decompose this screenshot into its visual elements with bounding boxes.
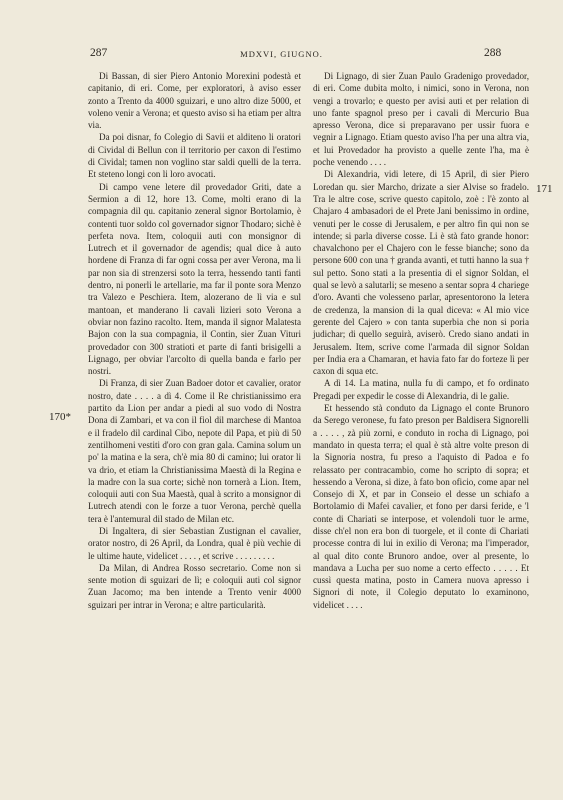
paragraph: Da poi disnar, fo Colegio di Savii et alditeno li oratori di Cividal di Bellun con il territorio per caxon di l'estimo di Cividal; tamen non voglino star saldi quelli de la terra. Et steteno longi con li loro avocati. [88,132,301,180]
paragraph: Et hessendo stà conduto da Lignago el conte Brunoro da Serego veronese, fu fato preson per Baldisera Signorelli a . . . . , zà più zorni, e conduto in rocha di Lignago, poi mandato in questa terra; el qual è stà altre volte preson di la Signoria nostra, fu preso a l'aquisto di Padoa e fo relassato per contracambio, come ho scripto di sopra; et hessendo a Verona, si dize, à fato bon oficio, come apar nel Consejo di X, et par in Conseio el desse un schiafo a Bortolamio di Mafei cavalier, et fono per darsi feride, e 'l conte di Chariati se interpose, et volendoli tuor le arme, disse ch'el non era bon di tuorgele, et il conte di Chariati processe contra di lui in exilio di Verona; ma l'imperador, al qual dito conte Brunoro andoe, over al presente, lo mandava a Lucha per suo nome a certo effecto . . . . . Et cussì questa matina, posto in Camera nuova apresso i Signori di note, il Colegio deputato lo examinono, videlicet . . . . [313,403,529,610]
page-number-right: 288 [484,47,502,59]
paragraph: Di campo vene letere dil provedador Griti, date a Sermion a dì 12, hore 13. Come, molti erano di la compagnia dil qu. capitanio zeneral signor Bortolamio, è contenti tuor soldo col governador signor Thodaro; sichè è perfeta nova. Item, coloquii auti con monsignor di Lutrech et il governador de agendis; qual dice à auto hordene di Franza di far ogni cossa per aver Verona, ma li par non sia di strenzersi soto la terra, hessendo tanti fanti dentro, ni ponerli le artellarie, ma far il ponte sora Menzo tra Valezo e Peschiera. Item, alozerano de lì via e sul mantoan, et manderano li cavali lizieri soto Verona a obviar non fazino racolto. Item, manda il signor Malatesta Bajon con la sua compagnia, il Contin, sier Zuan Vituri provedador con 300 stratioti et parte di fanti brisigelli a Lignago, per obviar l'arcolto di quella banda e farlo per nostri. [88,181,301,377]
paragraph: Di Alexandria, vidi letere, di 15 April, di sier Piero Loredan qu. sier Marcho, drizate a sier Alvise so fradelo. Tra le altre cose, scrive questo capitolo, zoè : l'è zonto al Chajaro 4 ambasadori de el Prete Jani benissimo in ordine, venuti per le cosse di Jerusalem, e per altro fin qui non se intende; si parla diverse cosse. Li è stà fato grande honor: chavalchono per el Chajero con le fesse bianche; sono da persone 600 con una † granda avanti, et tutti hanno la sua † sul petto. Sono stati a la presentia di el signor Soldan, el qual se levò a salutarli; se meseno a sentar sopra 4 chariege d'oro. Avanti che volesseno parlar, apresentorono la letera de credenza, la mansion di la qual diceva: « Al mio vice gerente del Cajero » con tanta superbia che non si poria judichar; di quello seguirà, aviserò. Credo siano andati in Jerusalem. Item, scrive come l'armada dil signor Soldan per India era a Chamaran, et havia fato far do forteze lì per caxon di squa etc. [313,169,529,377]
page-number-left: 287 [90,47,108,59]
paragraph: Di Lignago, di sier Zuan Paulo Gradenigo provedador, di eri. Come dubita molto, i nimici, sono in Verona, non vengi a trovarlo; e questo per avisi auti et per relation di uno fante spagnol preso per i cavali di Mercurio Bua apresso Verona, dice si preparavano per ussir fuora e vegnir a Lignago. Etiam questo aviso l'ha per una altra via, et lui Provedador ha provisto a quelle zente l'ha, ma è poche venendo . . . . [313,71,529,168]
left-column [88,70,301,611]
right-column [313,70,529,611]
paragraph: Di Franza, di sier Zuan Badoer dotor et cavalier, orator nostro, date . . . . a dì 4. Come il Re christianissimo era partito da Lion per andar a piedi al suo vodo di Nostra Dona di Zambari, et va con il fiol dil marchese di Mantoa e il fradelo dil cardinal Cibo, nepote dil Papa, et più di 50 zentilhomeni vestiti d'oro con gran gala. Camina solum un po' la matina e la sera, ch'è mia 80 di camino; lui orator li va drio, et etiam la Christianissima Maestà di la Regina e la madre con la sua corte; sichè non tornerà a Lion. Item, coloquii auti con Sua Maestà, qual à scrito a monsignor di Lutrech atendi con le forze a tuor Verona, perchè quella tera è l'antemural dil stado de Milan etc. [88,378,301,524]
paragraph: Di Ingaltera, di sier Sebastian Zustignan el cavalier, orator nostro, di 26 April, da Londra, qual è più vechie di le ultime haute, videlicet . . . . , et scrive . . . . . . . . . [88,525,301,561]
margin-note-right: 171 [536,183,553,195]
paragraph: Di Bassan, di sier Piero Antonio Morexini podestà et capitanio, di eri. Come, per exploratori, à aviso esser zonto a Trento da 4000 sguizari, e uno altro dize 5000, et voleno venir a Verona; et questo aviso si ha etiam per altra via. [88,71,301,131]
running-head: MDXVI, GIUGNO. [240,49,323,59]
margin-note-left: 170* [49,411,71,423]
paragraph: A dì 14. La matina, nulla fu di campo, et fo ordinato Pregadi per expedir le cosse di Alexandria, di le galie. [313,378,529,401]
paragraph: Da Milan, di Andrea Rosso secretario. Come non si sente motion di sguizari de lì; e coloquii auti col signor Zuan Jacomo; ma ben intende a Trento venir 4000 sguizari per intrar in Verona; e altre particularità. [88,562,301,610]
